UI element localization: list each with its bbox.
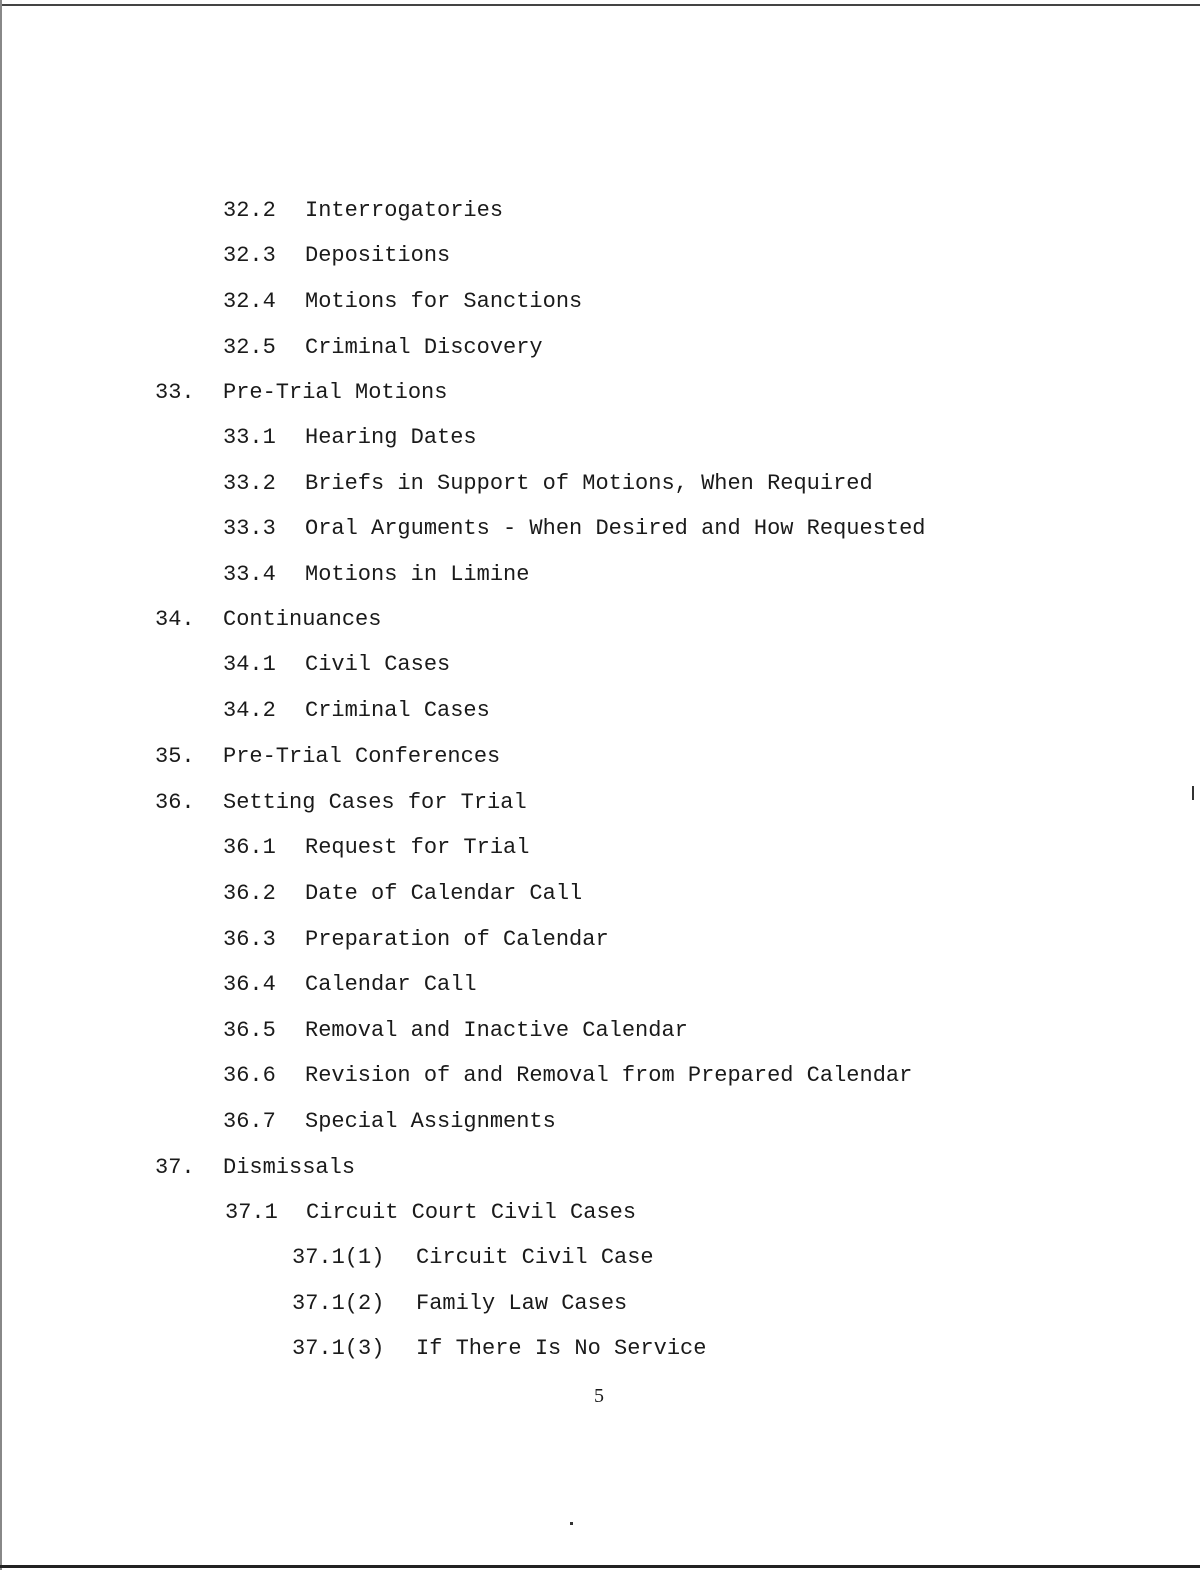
toc-entry-title: Civil Cases xyxy=(305,652,451,677)
toc-subentry-title: If There Is No Service xyxy=(416,1336,707,1361)
toc-entry-title: Depositions xyxy=(305,243,451,268)
toc-subentry-number: 37.1(1) xyxy=(292,1245,385,1270)
toc-entry-number: 36.3 xyxy=(223,927,276,952)
toc-section-title: Pre-Trial Conferences xyxy=(223,744,501,769)
toc-entry-title: Motions in Limine xyxy=(305,562,530,587)
toc-entry-number: 33.2 xyxy=(223,471,276,496)
toc-entry-number: 34.2 xyxy=(223,698,276,723)
toc-section-title: Dismissals xyxy=(223,1155,356,1180)
toc-entry-number: 36.1 xyxy=(223,835,276,860)
toc-entry-title: Preparation of Calendar xyxy=(305,927,609,952)
scan-speck xyxy=(570,1522,573,1525)
toc-entry-title: Removal and Inactive Calendar xyxy=(305,1018,688,1043)
toc-entry-number: 32.4 xyxy=(223,289,276,314)
toc-entry-number: 36.2 xyxy=(223,881,276,906)
toc-entry-title: Special Assignments xyxy=(305,1109,556,1134)
toc-entry-title: Motions for Sanctions xyxy=(305,289,583,314)
toc-entry-title: Criminal Discovery xyxy=(305,335,543,360)
toc-entry-number: 36.7 xyxy=(223,1109,276,1134)
toc-entry-number: 34.1 xyxy=(223,652,276,677)
toc-entry-title: Interrogatories xyxy=(305,198,504,223)
toc-entry-number: 36.6 xyxy=(223,1063,276,1088)
toc-section-title: Setting Cases for Trial xyxy=(223,790,527,815)
toc-subentry-number: 37.1(3) xyxy=(292,1336,385,1361)
toc-entry-title: Circuit Court Civil Cases xyxy=(306,1200,637,1225)
toc-entry-number: 36.4 xyxy=(223,972,276,997)
toc-entry-title: Calendar Call xyxy=(305,972,477,997)
toc-entry-number: 32.2 xyxy=(223,198,276,223)
toc-entry-title: Revision of and Removal from Prepared Calendar xyxy=(305,1063,913,1088)
toc-entry-number: 32.3 xyxy=(223,243,276,268)
toc-entry-title: Briefs in Support of Motions, When Required xyxy=(305,471,873,496)
toc-entry-number: 32.5 xyxy=(223,335,276,360)
toc-entry-number: 36.5 xyxy=(223,1018,276,1043)
toc-entry-number: 33.3 xyxy=(223,516,276,541)
toc-subentry-title: Circuit Civil Case xyxy=(416,1245,654,1270)
toc-entry-number: 37.1 xyxy=(225,1200,278,1225)
toc-subentry-title: Family Law Cases xyxy=(416,1291,628,1316)
scan-speck xyxy=(1192,786,1194,800)
toc-subentry-number: 37.1(2) xyxy=(292,1291,385,1316)
toc-section-number: 37. xyxy=(155,1155,195,1180)
toc-entry-number: 33.4 xyxy=(223,562,276,587)
scan-edge-top xyxy=(0,4,1200,6)
toc-entry-title: Request for Trial xyxy=(305,835,530,860)
toc-section-number: 33. xyxy=(155,380,195,405)
toc-entry-title: Hearing Dates xyxy=(305,425,477,450)
toc-subentry xyxy=(0,1336,707,1440)
toc-section-title: Continuances xyxy=(223,607,382,632)
scan-edge-bottom xyxy=(0,1565,1200,1568)
toc-entry-title: Oral Arguments - When Desired and How Requested xyxy=(305,516,926,541)
toc-section-number: 36. xyxy=(155,790,195,815)
toc-entry-title: Criminal Cases xyxy=(305,698,490,723)
toc-section-number: 35. xyxy=(155,744,195,769)
toc-section-title: Pre-Trial Motions xyxy=(223,380,448,405)
toc-entry-title: Date of Calendar Call xyxy=(305,881,583,906)
page-number: 5 xyxy=(594,1385,604,1407)
toc-entry-number: 33.1 xyxy=(223,425,276,450)
toc-section-number: 34. xyxy=(155,607,195,632)
